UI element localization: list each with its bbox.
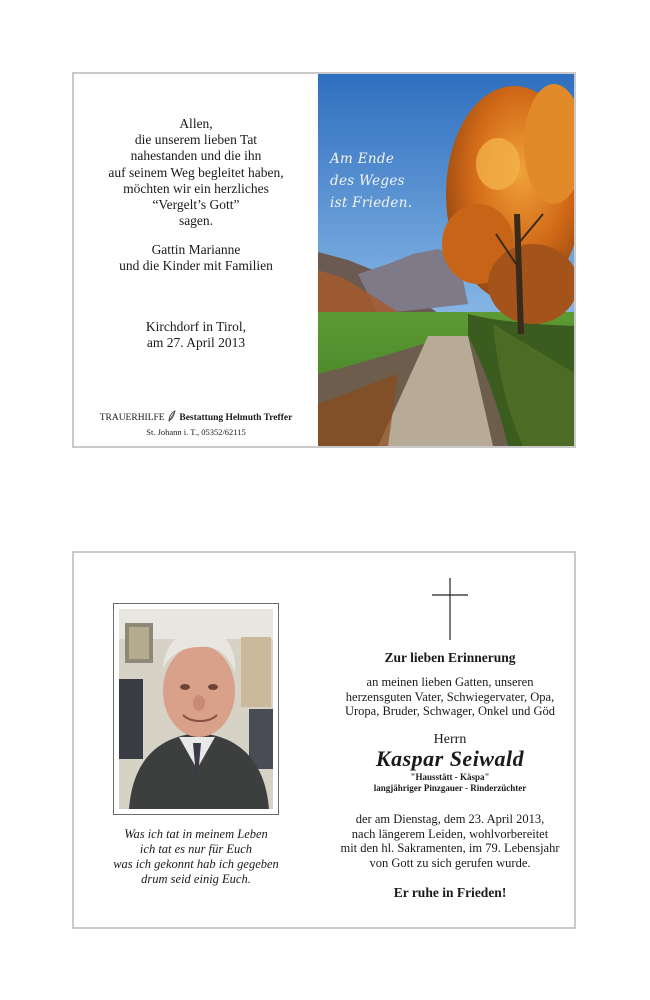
poem-line: drum seid einig Euch. <box>141 872 251 886</box>
portrait-frame <box>113 603 279 815</box>
deceased-occupation: langjähriger Pinzgauer - Rinderzüchter <box>373 783 527 793</box>
thanks-line: die unserem lieben Tat <box>134 132 258 148</box>
thanks-text-panel <box>74 74 318 446</box>
leaf-logo-icon <box>167 410 177 422</box>
thanks-line: Allen, <box>179 116 213 131</box>
date-line: am 27. April 2013 <box>146 335 246 351</box>
memorial-card <box>72 551 576 929</box>
family-signature <box>74 242 318 274</box>
thanks-card <box>72 72 576 448</box>
quote-line: Am Ende <box>330 151 395 167</box>
memorial-heading: Zur lieben Erinnerung <box>384 650 516 665</box>
portrait-image <box>119 609 273 809</box>
deceased-name: Kaspar Seiwald <box>375 746 525 771</box>
funeral-home-imprint <box>74 410 318 426</box>
deceased-nickname: "Hausstätt - Käspa" <box>410 772 490 782</box>
honorific: Herrn <box>433 732 467 747</box>
thanks-message <box>74 116 318 229</box>
poem-line: was ich gekonnt hab ich gegeben <box>113 857 279 871</box>
family-line: und die Kinder mit Familien <box>119 258 273 274</box>
funeral-home-prefix: TRAUERHILFE <box>99 413 165 423</box>
thanks-line: nahestanden und die ihn <box>130 148 262 164</box>
portrait-photo <box>119 609 273 809</box>
intro-line: herzensguten Vater, Schwiegervater, Opa, <box>345 689 555 704</box>
thanks-line: “Vergelt’s Gott” <box>152 197 240 213</box>
poem-line: ich tat es nur für Euch <box>139 842 253 856</box>
death-notice <box>330 812 570 870</box>
death-line: der am Dienstag, dem 23. April 2013, <box>355 812 545 826</box>
funeral-home-contact: St. Johann i. T., 05352/62115 <box>146 427 246 437</box>
quote-line: ist Frieden. <box>330 195 413 211</box>
death-line: mit den hl. Sakramenten, im 79. Lebensjahr <box>340 841 560 855</box>
death-line: nach längerem Leiden, wohlvorbereitet <box>351 826 549 841</box>
closing-line: Er ruhe in Frieden! <box>393 885 507 900</box>
photo-quote <box>330 148 412 214</box>
funeral-home-name: Bestattung Helmuth Treffer <box>179 413 293 423</box>
quote-line: des Weges <box>330 173 405 189</box>
thanks-line: sagen. <box>178 213 214 229</box>
family-line: Gattin Marianne <box>151 242 241 257</box>
thanks-line: auf seinem Weg begleitet haben, <box>108 164 284 180</box>
place-line: Kirchdorf in Tirol, <box>145 319 247 334</box>
cross-icon <box>432 578 468 640</box>
memorial-poem <box>74 827 318 887</box>
landscape-image <box>318 74 576 446</box>
autumn-path-photo <box>318 74 576 446</box>
poem-line: Was ich tat in meinem Leben <box>124 827 268 841</box>
intro-line: Uropa, Bruder, Schwager, Onkel und Göd <box>344 704 556 718</box>
place-date <box>74 319 318 351</box>
intro-line: an meinen lieben Gatten, unseren <box>366 675 534 689</box>
thanks-line: möchten wir ein herzliches <box>123 180 269 196</box>
memorial-intro <box>330 675 570 719</box>
death-line: von Gott zu sich gerufen wurde. <box>369 855 531 870</box>
